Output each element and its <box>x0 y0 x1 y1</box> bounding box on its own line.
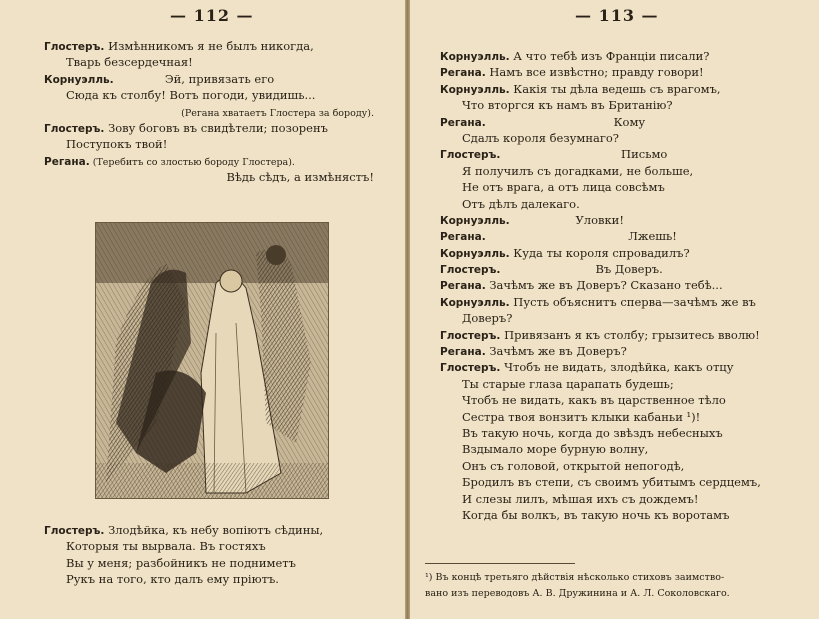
line-text: И слезы лилъ, мѣшая ихъ съ дождемъ! <box>462 491 699 506</box>
right-page <box>410 0 819 619</box>
line-text: Чтобъ не видать, какъ въ царственное тѣло <box>462 393 726 408</box>
verse-line <box>440 179 810 195</box>
speaker-name: Глостеръ. <box>44 525 105 537</box>
line-text: Зачѣмъ же въ Доверъ? <box>485 344 627 359</box>
verse-line <box>440 228 810 244</box>
speaker-name: Корнуэлль. <box>440 214 510 227</box>
speaker-name: Глостеръ. <box>440 264 501 277</box>
verse-line <box>44 555 389 571</box>
line-text: Ты старые глаза царапать будешь; <box>462 376 674 391</box>
line-text: Вѣдь сѣдъ, а измѣнястъ! <box>226 170 374 185</box>
verse-line <box>440 212 810 228</box>
page-number-left: — 112 — <box>170 6 254 25</box>
verse-line <box>440 376 810 392</box>
footnote-rule <box>425 563 575 564</box>
page-number-right: — 113 — <box>575 6 659 25</box>
line-text: Вздымало море бурную волну, <box>462 442 649 457</box>
line-text: Доверъ? <box>462 311 513 326</box>
verse-line <box>440 146 810 162</box>
line-text: (Теребитъ со злостью бороду Глостера). <box>89 156 295 168</box>
speaker-name: Глостеръ. <box>440 329 501 342</box>
verse-line <box>440 163 810 179</box>
footnote-line: ¹) Въ концѣ третьяго дѣйствія нѣсколько стиховъ заимство- <box>425 572 725 583</box>
left-text-bottom <box>44 522 389 588</box>
line-text: Зову боговъ въ свидѣтели; позоренъ <box>104 120 328 135</box>
line-text: Въ такую ночь, когда до звѣздъ небесныхъ <box>462 425 723 440</box>
verse-line <box>44 71 374 87</box>
line-text: Эй, привязать его <box>113 71 275 86</box>
verse-line <box>440 327 810 343</box>
line-text: Бродилъ въ степи, съ своимъ убитымъ сердцемъ, <box>462 475 761 490</box>
verse-line <box>440 474 810 490</box>
verse-line <box>440 277 810 293</box>
speaker-name: Регана. <box>44 155 90 168</box>
verse-line <box>440 409 810 425</box>
verse-line <box>44 38 374 54</box>
right-text <box>440 48 810 523</box>
line-text: Вы у меня; разбойникъ не подниметъ <box>66 555 296 570</box>
footnote <box>425 570 785 602</box>
line-text: Измѣнникомъ я не былъ никогда, <box>104 39 314 53</box>
verse-line <box>44 87 374 103</box>
speaker-name: Глостеръ. <box>440 362 501 375</box>
verse-line <box>440 81 810 97</box>
verse-line <box>440 359 810 375</box>
line-text: Сестра твоя вонзитъ клыки кабаньи ¹)! <box>462 409 701 424</box>
line-text: Привязанъ я къ столбу; грызитесь вволю! <box>500 327 760 342</box>
verse-line <box>44 538 389 554</box>
left-text-top <box>44 38 374 186</box>
verse-line <box>440 196 810 212</box>
verse-line <box>44 169 374 185</box>
engraving-illustration <box>95 222 329 499</box>
verse-line <box>440 114 810 130</box>
line-text: Пусть объяснитъ сперва—зачѣмъ же въ <box>509 294 756 309</box>
verse-line <box>44 120 374 136</box>
verse-line <box>440 97 810 113</box>
verse-line <box>440 261 810 277</box>
line-text: Зачѣмъ же въ Доверъ? Сказано тебѣ... <box>485 278 723 293</box>
line-text: Не отъ врага, а отъ лица совсѣмъ <box>462 180 665 195</box>
line-text: Кому <box>485 114 646 129</box>
verse-line <box>44 153 374 169</box>
line-text: Рукъ на того, кто далъ ему пріютъ. <box>66 572 279 587</box>
line-text: Сюда къ столбу! Вотъ погоди, увидишь... <box>66 88 316 103</box>
verse-line <box>440 294 810 310</box>
line-text: А что тебѣ изъ Франціи писали? <box>509 49 710 63</box>
speaker-name: Глостеръ. <box>44 122 105 135</box>
line-text: Чтобъ не видать, злодѣйка, какъ отцу <box>500 360 734 375</box>
speaker-name: Регана. <box>440 67 486 80</box>
verse-line <box>440 507 810 523</box>
line-text: (Регана хватаетъ Глостера за бороду). <box>181 107 374 119</box>
line-text: Тварь безсердечная! <box>66 55 193 70</box>
line-text: Куда ты короля спровадилъ? <box>509 245 690 260</box>
line-text: Что вторгся къ намъ въ Британію? <box>462 98 673 113</box>
line-text: Какія ты дѣла ведешь съ врагомъ, <box>509 81 721 96</box>
verse-line <box>440 441 810 457</box>
line-text: Письмо <box>500 147 668 162</box>
verse-line <box>440 245 810 261</box>
line-text: Сдалъ короля безумнаго? <box>462 130 619 145</box>
left-page <box>0 0 405 619</box>
verse-line <box>440 310 810 326</box>
speaker-name: Корнуэлль. <box>44 73 114 86</box>
speaker-name: Корнуэлль. <box>440 83 510 96</box>
verse-line <box>44 104 374 120</box>
verse-line <box>440 48 810 64</box>
verse-line <box>440 458 810 474</box>
speaker-name: Регана. <box>440 231 486 244</box>
footnote-line: вано изъ переводовъ А. В. Дружинина и А. Л. Соколовскаго. <box>425 588 730 599</box>
line-text: Злодѣйка, къ небу вопіютъ сѣдины, <box>104 523 324 537</box>
verse-line <box>440 491 810 507</box>
verse-line <box>440 343 810 359</box>
speaker-name: Глостеръ. <box>440 149 501 162</box>
line-text: Я получилъ съ догадками, не больше, <box>462 163 694 178</box>
verse-line <box>44 522 389 538</box>
line-text: Когда бы волкъ, въ такую ночь къ воротамъ <box>462 507 730 522</box>
line-text: Онъ съ головой, открытой непогодѣ, <box>462 458 685 473</box>
verse-line <box>44 54 374 70</box>
verse-line <box>440 130 810 146</box>
line-text: Которыя ты вырвала. Въ гостяхъ <box>66 539 266 554</box>
line-text: Намъ все извѣстно; правду говори! <box>485 65 704 80</box>
speaker-name: Регана. <box>440 346 486 359</box>
speaker-name: Корнуэлль. <box>440 51 510 63</box>
line-text: Въ Доверъ. <box>500 262 663 277</box>
verse-line <box>440 392 810 408</box>
speaker-name: Корнуэлль. <box>440 247 510 260</box>
speaker-name: Регана. <box>440 116 486 129</box>
verse-line <box>44 136 374 152</box>
line-text: Поступокъ твой! <box>66 137 168 152</box>
speaker-name: Глостеръ. <box>44 41 105 53</box>
line-text: Уловки! <box>509 212 624 227</box>
speaker-name: Корнуэлль. <box>440 296 510 309</box>
verse-line <box>440 425 810 441</box>
speaker-name: Регана. <box>440 280 486 293</box>
line-text: Отъ дѣлъ далекаго. <box>462 196 580 211</box>
line-text: Лжешь! <box>485 229 677 244</box>
verse-line <box>44 571 389 587</box>
verse-line <box>440 64 810 80</box>
